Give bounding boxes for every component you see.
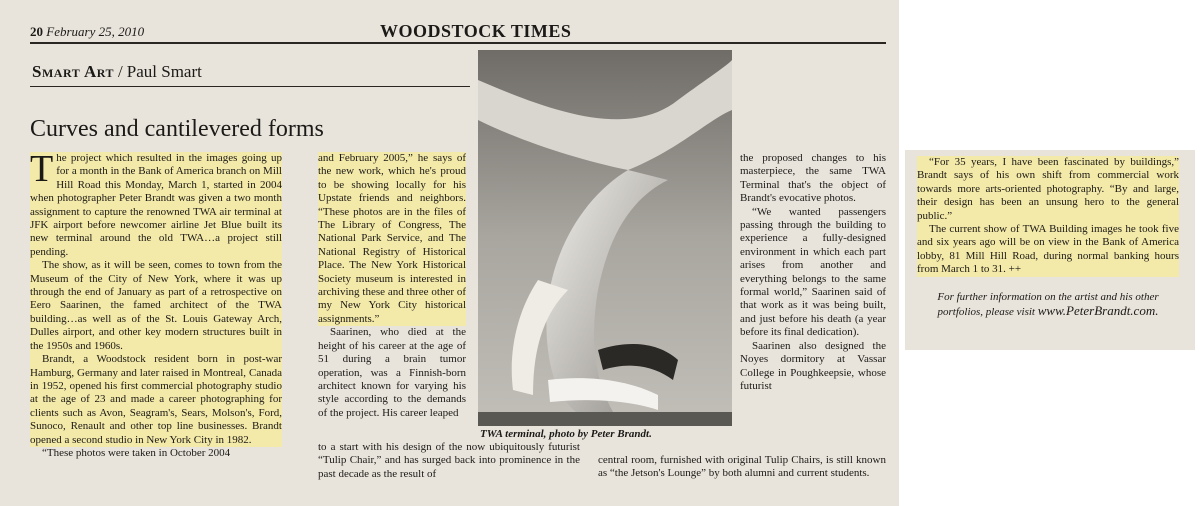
section-name: Smart Art — [32, 62, 115, 81]
page-number: 20 — [30, 24, 43, 39]
issue-date: February 25, 2010 — [46, 24, 145, 39]
paragraph: Saarinen also designed the Noyes dormitory at Vassar College in Poughkeepsie, whose futurist — [740, 339, 886, 392]
publication-name: WOODSTOCK TIMES — [380, 21, 572, 41]
paragraph: “For 35 years, I have been fascinated by buildings,” Brandt says of his own shift from commercial work towards more arts-oriented photography. “By and large, their design has been an unsung hero to the general public.” — [917, 156, 1179, 222]
further-info-text: For further information on the artist and his other portfolios, please visit — [937, 290, 1159, 319]
masthead-rule — [30, 42, 886, 44]
paragraph: and February 2005,” he says of the new work, which he's proud to be showing locally for his Upstate friends and neighbors. “These photos are in the files of The Library of Congress, The National Park Service, and The National Registry of Historical Place. The New York Historical Society museum is interested in archiving these and three other of my New York City historical assignments.” — [318, 152, 466, 325]
article-column-2 — [318, 152, 466, 442]
further-info — [917, 291, 1179, 320]
article-column-2-continued — [318, 441, 580, 501]
author-name: Paul Smart — [126, 62, 202, 81]
paragraph: The current show of TWA Building images he took five and six years ago will be on view in the Bank of America lobby, 81 Mill Hill Road, during normal banking hours from March 1 to 31. ++ — [917, 223, 1179, 276]
article-continuation-clipping — [905, 150, 1195, 350]
paragraph: Saarinen, who died at the height of his career at the age of 51 during a brain tumor operation, was a Finnish-born architect known for varying his style according to the demands of the project. His career leaped — [318, 326, 466, 419]
paragraph: to a start with his design of the now ubiquitously futurist “Tulip Chair,” and has surged back into prominence in the past decade as the result of — [318, 441, 580, 480]
photo-caption: TWA terminal, photo by Peter Brandt. — [480, 428, 652, 440]
paragraph: The show, as it will be seen, comes to town from the Museum of the City of New York, where it was up through the end of January as part of a retrospective on Eero Saarinen, the famed architect of the TWA building…as well as of the St. Louis Gateway Arch, Dulles airport, and other key modern structures built in the 1950s and 1960s. — [30, 259, 282, 352]
article-column-1 — [30, 152, 282, 498]
paragraph: Brandt, a Woodstock resident born in post-war Hamburg, Germany and later raised in Montreal, Canada in 1952, opened his first commercial photography studio at the age of 23 and made a career photographing for clients such as Avon, Seagram's, Sears, Molson's, Ford, Sunoco, Renault and other top line businesses. Brandt opened a second studio in New York City in 1982. — [30, 353, 282, 446]
section-rule — [30, 86, 470, 87]
section-separator: / — [118, 62, 123, 81]
continuation-text — [917, 156, 1179, 319]
paragraph: The project which resulted in the images going up for a month in the Bank of America branch on Mill Hill Road this Monday, March 1, started in 2004 when photographer Peter Brandt was given a two month assignment to capture the renowned TWA air terminal at JFK airport before newcomer airline Jet Blue built its new terminal around the old TWA…a project still pending. — [30, 152, 282, 258]
paragraph: central room, furnished with original Tulip Chairs, is still known as “the Jetson's Lounge” by both alumni and current students. — [598, 454, 886, 480]
article-column-3 — [740, 152, 886, 452]
terminal-illustration — [478, 50, 732, 426]
headline: Curves and cantilevered forms — [30, 116, 324, 142]
paragraph: “We wanted passengers passing through the building to experience a fully-designed environment in which each part arises from another and everything belongs to the same formal world,” Saarinen said of that work as it was being built, and just before his death (a year before its final dedication). — [740, 205, 886, 339]
column-header — [32, 62, 202, 82]
page-date — [30, 24, 144, 40]
article-column-3-continued — [598, 454, 886, 500]
paragraph: “These photos were taken in October 2004 — [42, 446, 231, 459]
website-link[interactable]: www.PeterBrandt.com. — [1037, 303, 1159, 319]
twa-terminal-photo — [478, 50, 732, 426]
masthead — [0, 18, 900, 40]
paragraph: the proposed changes to his masterpiece, the same TWA Terminal that's the object of Brandt's evocative photos. — [740, 152, 886, 205]
